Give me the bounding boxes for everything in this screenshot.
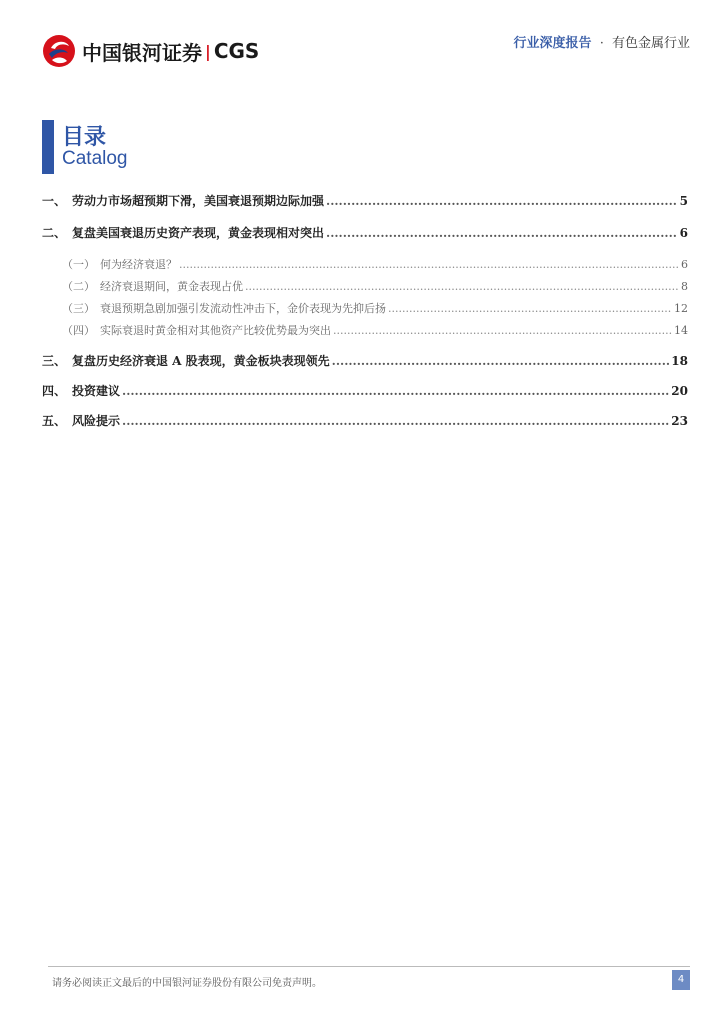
toc-entry-number: （二） xyxy=(62,280,95,293)
toc-entry-title: 风险提示 xyxy=(72,414,121,428)
brand-separator: | xyxy=(205,41,211,61)
toc-entry-title: 经济衰退期间，黄金表现占优 xyxy=(100,280,243,293)
footer-divider xyxy=(48,966,690,967)
catalog-title-en: Catalog xyxy=(62,148,128,169)
toc-leader-dots xyxy=(333,324,672,337)
catalog-title-cn: 目录 xyxy=(62,125,107,150)
toc-entry-number: （三） xyxy=(62,302,95,315)
toc-entry-number: 二、 xyxy=(42,226,67,240)
toc-entry[interactable] xyxy=(42,352,688,369)
header-separator: · xyxy=(599,36,604,51)
toc-entry-title: 投资建议 xyxy=(72,384,121,398)
toc-entry-number: 一、 xyxy=(42,194,67,208)
toc-entry-page: 18 xyxy=(671,354,688,368)
brand-name-cn: 中国银河证券 xyxy=(82,40,202,65)
toc-entry-title: 何为经济衰退？ xyxy=(100,258,177,271)
toc-leader-dots xyxy=(326,226,678,240)
page-number-badge: 4 xyxy=(672,970,690,990)
toc-entry[interactable] xyxy=(42,192,688,209)
toc-entry-title: 复盘美国衰退历史资产表现，黄金表现相对突出 xyxy=(72,226,325,240)
company-logo xyxy=(42,34,259,68)
toc-entry[interactable] xyxy=(42,412,688,429)
toc-entry[interactable] xyxy=(42,256,688,272)
toc-entry-page: 23 xyxy=(671,414,688,428)
toc-entry-number: （一） xyxy=(62,258,95,271)
toc-leader-dots xyxy=(245,280,679,293)
toc-leader-dots xyxy=(332,354,670,368)
toc-leader-dots xyxy=(122,414,669,428)
toc-entry-page: 12 xyxy=(674,302,688,315)
toc-entry[interactable] xyxy=(42,224,688,241)
toc-leader-dots xyxy=(326,194,678,208)
report-type: 行业深度报告 xyxy=(513,36,592,51)
toc-leader-dots xyxy=(388,302,672,315)
toc-entry-number: 五、 xyxy=(42,414,67,428)
toc-entry-page: 6 xyxy=(681,258,688,271)
report-category xyxy=(514,32,690,51)
toc-entry-title: 劳动力市场超预期下滑，美国衰退预期边际加强 xyxy=(72,194,325,208)
brand-name-en: CGS xyxy=(213,39,260,63)
toc-entry[interactable] xyxy=(42,278,688,294)
toc-entry-page: 6 xyxy=(679,226,688,240)
toc-entry-title: 衰退预期急剧加强引发流动性冲击下，金价表现为先抑后扬 xyxy=(100,302,386,315)
page-header xyxy=(0,0,724,80)
toc-entry[interactable] xyxy=(42,382,688,399)
toc-entry-title: 复盘历史经济衰退 A 股表现，黄金板块表现领先 xyxy=(72,354,330,368)
toc-entry[interactable] xyxy=(42,322,688,338)
toc-entry-number: （四） xyxy=(62,324,95,337)
toc-leader-dots xyxy=(122,384,669,398)
footer-disclaimer: 请务必阅读正文最后的中国银河证券股份有限公司免责声明。 xyxy=(52,978,322,989)
toc-entry-number: 三、 xyxy=(42,354,67,368)
cgs-logo-icon xyxy=(42,34,76,68)
toc-entry-number: 四、 xyxy=(42,384,67,398)
report-sector: 有色金属行业 xyxy=(611,36,690,51)
toc-leader-dots xyxy=(179,258,679,271)
catalog-accent-bar xyxy=(42,120,54,174)
toc-entry-page: 5 xyxy=(679,194,688,208)
toc-entry-page: 8 xyxy=(681,280,688,293)
toc-entry-page: 14 xyxy=(674,324,688,337)
toc-entry-title: 实际衰退时黄金相对其他资产比较优势最为突出 xyxy=(100,324,331,337)
toc-entry[interactable] xyxy=(42,300,688,316)
toc-entry-page: 20 xyxy=(671,384,688,398)
